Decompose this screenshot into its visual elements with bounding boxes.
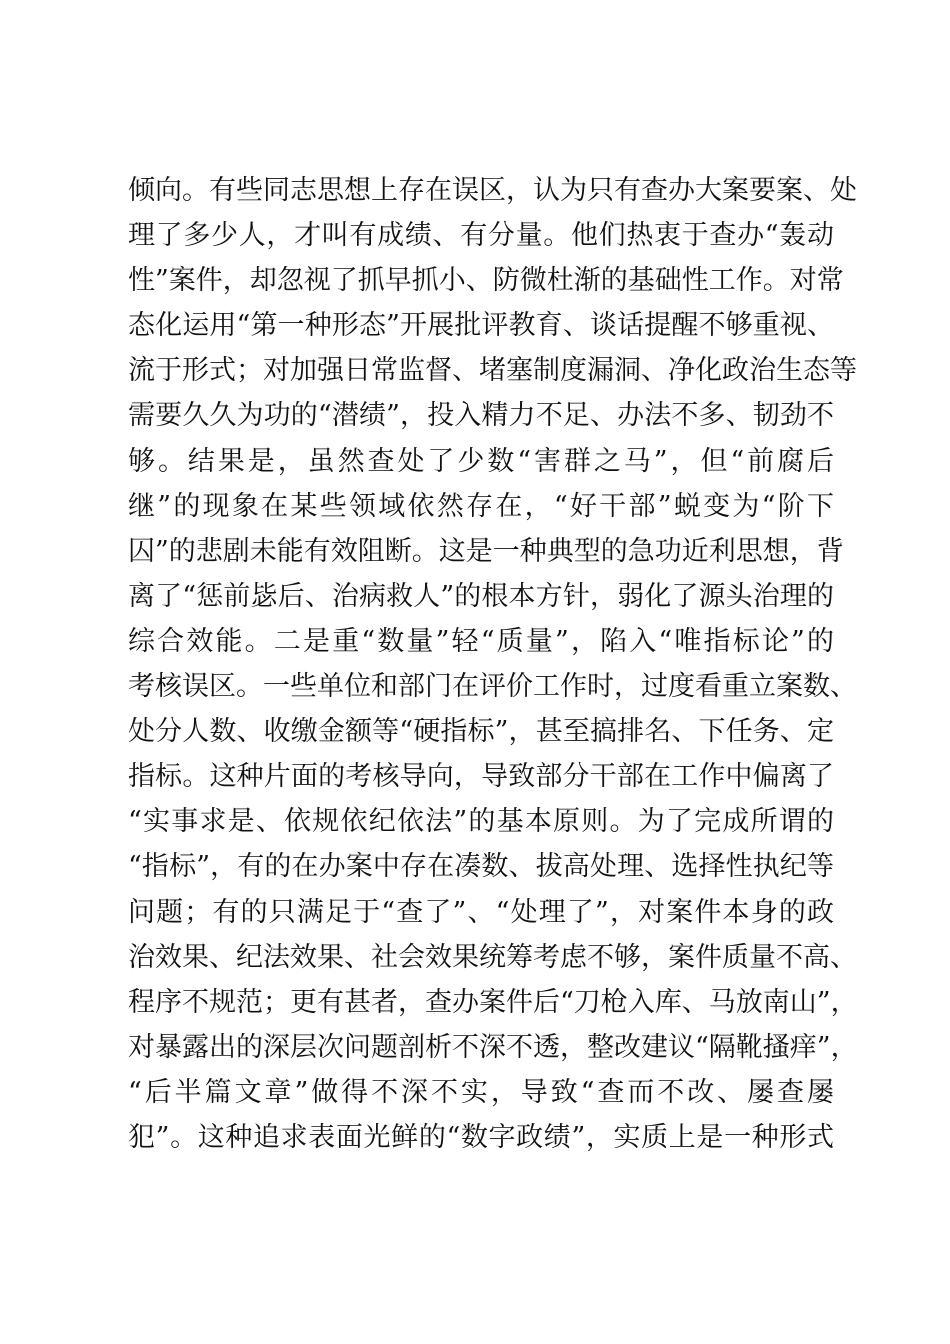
text-line: 考核误区。一些单位和部门在评价工作时，过度看重立案数、 — [128, 671, 857, 703]
text-line: 问题；有的只满足于“查了”、“处理了”，对案件本身的政 — [128, 896, 834, 928]
text-line: “后半篇文章”做得不深不实，导致“查而不改、屡查屡 — [128, 1076, 834, 1108]
text-line: 对暴露出的深层次问题剖析不深不透，整改建议“隔靴搔痒”， — [128, 1031, 858, 1063]
text-line: 犯”。这种追求表面光鲜的“数字政绩”，实质上是一种形式 — [128, 1121, 834, 1153]
text-line: 囚”的悲剧未能有效阻断。这是一种典型的急功近利思想，背 — [128, 535, 844, 567]
text-line: 程序不规范；更有甚者，查办案件后“刀枪入库、马放南山”， — [128, 986, 858, 1018]
text-line: 倾向。有些同志思想上存在误区，认为只有查办大案要案、处 — [128, 175, 857, 206]
text-line: 处分人数、收缴金额等“硬指标”，甚至搞排名、下任务、定 — [128, 716, 834, 748]
text-line: 性”案件，却忽视了抓早抓小、防微杜渐的基础性工作。对常 — [128, 265, 844, 297]
text-line: 够。结果是，虽然查处了少数“害群之马”，但“前腐后 — [128, 445, 834, 477]
text-line: 指标。这种片面的考核导向，导致部分干部在工作中偏离了 — [128, 761, 834, 793]
text-line: 治效果、纪法效果、社会效果统筹考虑不够，案件质量不高、 — [128, 941, 857, 973]
text-line: 理了多少人，才叫有成绩、有分量。他们热衷于查办“轰动 — [128, 220, 834, 252]
text-line: “实事求是、依规依纪依法”的基本原则。为了完成所谓的 — [128, 806, 834, 838]
text-line: 继”的现象在某些领域依然存在，“好干部”蜕变为“阶下 — [128, 490, 834, 522]
text-line: 综合效能。二是重“数量”轻“质量”，陷入“唯指标论”的 — [128, 625, 834, 657]
text-line: 离了“惩前毖后、治病救人”的根本方针，弱化了源头治理的 — [128, 580, 834, 612]
text-line: “指标”，有的在办案中存在凑数、拔高处理、选择性执纪等 — [128, 851, 834, 883]
text-line: 流于形式；对加强日常监督、堵塞制度漏洞、净化政治生态等 — [128, 355, 857, 387]
text-line: 需要久久为功的“潜绩”，投入精力不足、办法不多、韧劲不 — [128, 400, 834, 432]
text-line: 态化运用“第一种形态”开展批评教育、谈话提醒不够重视、 — [128, 310, 834, 342]
body-paragraph — [128, 168, 858, 1160]
